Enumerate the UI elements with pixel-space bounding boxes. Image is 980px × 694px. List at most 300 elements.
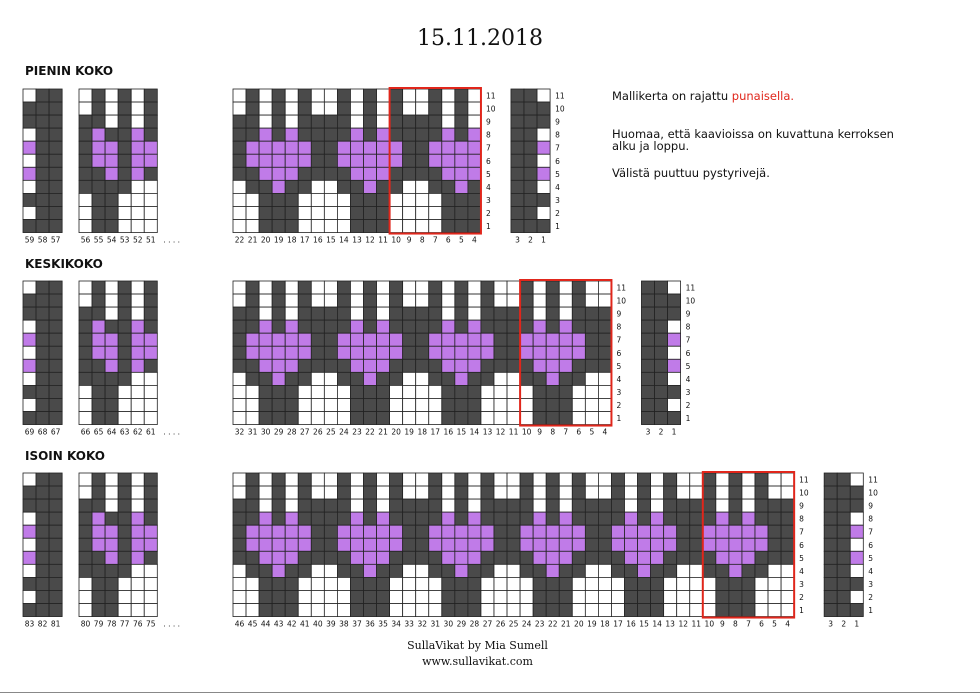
chart-cell — [494, 590, 507, 603]
chart-cell — [611, 473, 624, 486]
row-number-3: 3 — [685, 387, 691, 397]
chart-cell — [690, 551, 703, 564]
chart-cell — [259, 525, 272, 538]
chart-cell — [585, 333, 598, 346]
chart-cell — [23, 486, 36, 499]
chart-cell — [824, 564, 837, 577]
chart-cell — [246, 538, 259, 551]
chart-cell — [350, 115, 363, 128]
chart-cell — [144, 102, 157, 115]
chart-cell — [285, 294, 298, 307]
chart-cell — [337, 115, 350, 128]
column-number-33: 33 — [404, 619, 414, 629]
chart-cell — [49, 154, 62, 167]
chart-cell — [23, 206, 36, 219]
chart-cell — [259, 551, 272, 564]
chart-cell — [377, 604, 390, 617]
chart-cell — [677, 538, 690, 551]
chart-cell — [468, 412, 481, 425]
chart-cell — [144, 281, 157, 294]
chart-cell — [105, 499, 118, 512]
chart-cell — [533, 499, 546, 512]
chart-cell — [537, 167, 550, 180]
chart-cell — [442, 294, 455, 307]
chart-cell — [442, 115, 455, 128]
chart-cell — [520, 551, 533, 564]
chart-cell — [429, 333, 442, 346]
chart-cell — [36, 385, 49, 398]
chart-cell — [377, 102, 390, 115]
chart-cell — [638, 604, 651, 617]
chart-cell — [655, 359, 668, 372]
chart-cell — [364, 281, 377, 294]
chart-cell — [337, 346, 350, 359]
chart-cell — [625, 551, 638, 564]
chart-cell — [324, 193, 337, 206]
column-number-52: 52 — [132, 235, 143, 245]
chart-cell — [611, 499, 624, 512]
chart-cell — [79, 372, 92, 385]
chart-cell — [92, 206, 105, 219]
column-number-30: 30 — [260, 427, 271, 437]
chart-cell — [350, 512, 363, 525]
chart-cell — [546, 281, 559, 294]
chart-cell — [537, 115, 550, 128]
chart-cell — [546, 333, 559, 346]
chart-cell — [350, 564, 363, 577]
chart-cell — [524, 154, 537, 167]
chart-cell — [23, 193, 36, 206]
chart-cell — [598, 359, 611, 372]
chart-cell — [92, 281, 105, 294]
row-number-8: 8 — [868, 514, 874, 524]
chart-cell — [337, 307, 350, 320]
chart-cell — [429, 180, 442, 193]
chart-cell — [92, 220, 105, 233]
chart-cell — [625, 564, 638, 577]
chart-cell — [364, 512, 377, 525]
chart-cell — [403, 281, 416, 294]
chart-cell — [442, 220, 455, 233]
chart-cell — [259, 385, 272, 398]
column-number-66: 66 — [80, 427, 91, 437]
chart-cell — [559, 359, 572, 372]
chart-cell — [324, 115, 337, 128]
chart-cell — [311, 141, 324, 154]
chart-cell — [703, 551, 716, 564]
row-number-10: 10 — [685, 296, 696, 306]
chart-cell — [36, 193, 49, 206]
chart-cell — [350, 525, 363, 538]
column-number-17: 17 — [300, 235, 310, 245]
chart-cell — [494, 372, 507, 385]
chart-cell — [455, 154, 468, 167]
chart-cell — [533, 551, 546, 564]
column-ellipsis: . . . . — [163, 619, 181, 629]
chart-cell — [468, 220, 481, 233]
chart-cell — [655, 294, 668, 307]
chart-cell — [585, 499, 598, 512]
chart-cell — [131, 512, 144, 525]
chart-cell — [311, 551, 324, 564]
chart-cell — [611, 564, 624, 577]
chart-cell — [416, 141, 429, 154]
chart-cell — [105, 372, 118, 385]
chart-cell — [105, 320, 118, 333]
chart-cell — [537, 180, 550, 193]
chart-cell — [298, 320, 311, 333]
chart-cell — [729, 525, 742, 538]
chart-cell — [285, 372, 298, 385]
chart-cell — [49, 359, 62, 372]
chart-cell — [703, 486, 716, 499]
chart-cell — [403, 102, 416, 115]
chart-cell — [324, 180, 337, 193]
footer-url[interactable]: www.sullavikat.com — [422, 655, 533, 668]
chart-cell — [377, 577, 390, 590]
chart-cell — [144, 154, 157, 167]
chart-cell — [507, 604, 520, 617]
chart-cell — [824, 486, 837, 499]
chart-cell — [481, 333, 494, 346]
chart-cell — [559, 538, 572, 551]
chart-cell — [92, 538, 105, 551]
chart-cell — [768, 525, 781, 538]
chart-cell — [520, 512, 533, 525]
column-number-10: 10 — [521, 427, 532, 437]
chart-cell — [677, 473, 690, 486]
chart-cell — [298, 512, 311, 525]
chart-cell — [455, 281, 468, 294]
row-number-11: 11 — [485, 91, 496, 101]
chart-cell — [537, 128, 550, 141]
chart-cell — [377, 359, 390, 372]
chart-cell — [429, 604, 442, 617]
chart-cell — [79, 512, 92, 525]
chart-cell — [79, 346, 92, 359]
chart-cell — [233, 307, 246, 320]
chart-cell — [442, 180, 455, 193]
chart-cell — [655, 372, 668, 385]
chart-cell — [824, 538, 837, 551]
chart-cell — [285, 577, 298, 590]
chart-cell — [598, 294, 611, 307]
chart-cell — [511, 193, 524, 206]
chart-cell — [729, 551, 742, 564]
chart-cell — [377, 128, 390, 141]
chart-cell — [442, 128, 455, 141]
column-number-45: 45 — [247, 619, 258, 629]
column-number-29: 29 — [273, 427, 284, 437]
chart-cell — [390, 577, 403, 590]
column-number-41: 41 — [300, 619, 310, 629]
chart-cell — [533, 486, 546, 499]
chart-cell — [638, 486, 651, 499]
row-number-8: 8 — [799, 514, 804, 524]
chart-cell — [298, 538, 311, 551]
chart-cell — [337, 320, 350, 333]
chart-cell — [768, 551, 781, 564]
chart-cell — [324, 551, 337, 564]
chart-cell — [668, 412, 681, 425]
chart-cell — [468, 281, 481, 294]
chart-cell — [559, 525, 572, 538]
row-number-5: 5 — [555, 169, 560, 179]
chart-cell — [259, 220, 272, 233]
chart-cell — [533, 333, 546, 346]
chart-cell — [585, 359, 598, 372]
chart-cell — [572, 294, 585, 307]
chart-cell — [546, 385, 559, 398]
chart-cell — [49, 538, 62, 551]
chart-cell — [144, 564, 157, 577]
chart-cell — [546, 525, 559, 538]
chart-cell — [638, 551, 651, 564]
chart-cell — [403, 604, 416, 617]
chart-cell — [781, 551, 794, 564]
chart-cell — [559, 320, 572, 333]
column-number-18: 18 — [417, 427, 427, 437]
chart-cell — [468, 577, 481, 590]
chart-cell — [144, 320, 157, 333]
chart-cell — [311, 167, 324, 180]
chart-cell — [311, 102, 324, 115]
chart-cell — [768, 473, 781, 486]
chart-cell — [311, 486, 324, 499]
chart-cell — [118, 167, 131, 180]
chart-cell — [403, 346, 416, 359]
column-number-11: 11 — [378, 235, 388, 245]
chart-cell — [272, 193, 285, 206]
column-number-34: 34 — [391, 619, 401, 629]
chart-cell — [259, 359, 272, 372]
chart-cell — [546, 499, 559, 512]
row-number-3: 3 — [485, 195, 491, 205]
chart-cell — [598, 525, 611, 538]
chart-cell — [572, 564, 585, 577]
chart-cell — [429, 281, 442, 294]
chart-cell — [638, 473, 651, 486]
chart-cell — [468, 346, 481, 359]
chart-cell — [494, 281, 507, 294]
chart-cell — [350, 590, 363, 603]
chart-cell — [118, 281, 131, 294]
chart-cell — [285, 307, 298, 320]
chart-cell — [611, 538, 624, 551]
chart-cell — [572, 333, 585, 346]
chart-cell — [364, 206, 377, 219]
chart-cell — [364, 604, 377, 617]
chart-cell — [246, 346, 259, 359]
chart-cell — [455, 294, 468, 307]
row-number-9: 9 — [685, 309, 691, 319]
chart-cell — [625, 577, 638, 590]
chart-cell — [285, 102, 298, 115]
chart-cell — [298, 141, 311, 154]
column-number-10: 10 — [391, 235, 401, 245]
column-number-5: 5 — [772, 619, 777, 629]
column-number-44: 44 — [260, 619, 271, 629]
chart-cell — [377, 486, 390, 499]
chart-cell — [350, 551, 363, 564]
chart-cell — [337, 551, 350, 564]
chart-cell — [36, 577, 49, 590]
chart-cell — [481, 398, 494, 411]
chart-cell — [105, 128, 118, 141]
chart-cell — [118, 590, 131, 603]
chart-cell — [651, 512, 664, 525]
chart-cell — [144, 193, 157, 206]
chart-cell — [442, 604, 455, 617]
chart-cell — [144, 89, 157, 102]
chart-cell — [36, 512, 49, 525]
note-missing-columns: Välistä puuttuu pystyrivejä. — [612, 166, 770, 180]
chart-cell — [511, 128, 524, 141]
chart-cell — [390, 359, 403, 372]
column-number-3: 3 — [645, 427, 651, 437]
chart-cell — [690, 604, 703, 617]
chart-cell — [781, 538, 794, 551]
chart-cell — [455, 412, 468, 425]
column-number-62: 62 — [132, 427, 143, 437]
chart-cell — [546, 320, 559, 333]
column-number-19: 19 — [404, 427, 414, 437]
chart-cell — [668, 346, 681, 359]
chart-cell — [546, 473, 559, 486]
chart-cell — [850, 604, 863, 617]
chart-cell — [598, 412, 611, 425]
chart-cell — [105, 512, 118, 525]
chart-cell — [716, 577, 729, 590]
chart-cell — [324, 206, 337, 219]
chart-cell — [49, 206, 62, 219]
chart-cell — [324, 372, 337, 385]
chart-cell — [246, 398, 259, 411]
chart-cell — [144, 499, 157, 512]
chart-cell — [350, 372, 363, 385]
chart-cell — [729, 512, 742, 525]
row-number-7: 7 — [685, 335, 691, 345]
chart-cell — [559, 385, 572, 398]
chart-cell — [105, 346, 118, 359]
chart-cell — [416, 102, 429, 115]
chart-cell — [79, 154, 92, 167]
chart-cell — [611, 577, 624, 590]
chart-cell — [468, 320, 481, 333]
chart-cell — [668, 385, 681, 398]
chart-cell — [364, 577, 377, 590]
chart-cell — [131, 499, 144, 512]
chart-cell — [105, 333, 118, 346]
chart-cell — [49, 128, 62, 141]
chart-cell — [337, 499, 350, 512]
chart-cell — [49, 307, 62, 320]
chart-cell — [429, 320, 442, 333]
note-start-end: Huomaa, että kaavioissa on kuvattuna kerroksen alku ja loppu. — [612, 127, 894, 153]
column-number-67: 67 — [50, 427, 61, 437]
chart-cell — [105, 525, 118, 538]
chart-cell — [416, 551, 429, 564]
chart-cell — [272, 551, 285, 564]
chart-cell — [36, 473, 49, 486]
chart-cell — [36, 398, 49, 411]
chart-cell — [337, 89, 350, 102]
chart-cell — [507, 281, 520, 294]
chart-cell — [259, 102, 272, 115]
chart-cell — [79, 473, 92, 486]
chart-cell — [285, 154, 298, 167]
chart-cell — [537, 220, 550, 233]
chart-cell — [559, 590, 572, 603]
column-number-14: 14 — [339, 235, 349, 245]
chart-cell — [429, 473, 442, 486]
chart-cell — [92, 115, 105, 128]
chart-cell — [79, 294, 92, 307]
chart-cell — [598, 499, 611, 512]
chart-cell — [494, 294, 507, 307]
chart-cell — [337, 359, 350, 372]
chart-cell — [298, 359, 311, 372]
chart-cell — [572, 412, 585, 425]
chart-cell — [49, 385, 62, 398]
column-number-38: 38 — [339, 619, 349, 629]
chart-cell — [364, 193, 377, 206]
column-number-23: 23 — [534, 619, 545, 629]
chart-cell — [364, 538, 377, 551]
chart-cell — [390, 281, 403, 294]
chart-cell — [416, 115, 429, 128]
chart-cell — [337, 473, 350, 486]
row-number-7: 7 — [868, 527, 874, 537]
column-number-7: 7 — [432, 235, 438, 245]
chart-cell — [533, 473, 546, 486]
chart-cell — [442, 473, 455, 486]
chart-cell — [350, 359, 363, 372]
chart-cell — [233, 359, 246, 372]
chart-cell — [468, 128, 481, 141]
chart-cell — [79, 604, 92, 617]
chart-cell — [36, 102, 49, 115]
column-number-36: 36 — [365, 619, 375, 629]
chart-cell — [233, 590, 246, 603]
chart-cell — [468, 538, 481, 551]
chart-cell — [144, 486, 157, 499]
chart-cell — [768, 486, 781, 499]
chart-cell — [742, 564, 755, 577]
chart-cell — [651, 551, 664, 564]
chart-cell — [403, 499, 416, 512]
chart-cell — [481, 307, 494, 320]
chart-cell — [285, 604, 298, 617]
chart-cell — [442, 564, 455, 577]
chart-cell — [272, 294, 285, 307]
chart-cell — [520, 307, 533, 320]
chart-cell — [259, 346, 272, 359]
chart-cell — [494, 320, 507, 333]
chart-cell — [272, 385, 285, 398]
chart-cell — [118, 102, 131, 115]
column-number-37: 37 — [352, 619, 362, 629]
chart-cell — [377, 89, 390, 102]
chart-cell — [246, 102, 259, 115]
row-number-10: 10 — [555, 104, 565, 114]
chart-cell — [507, 564, 520, 577]
chart-cell — [118, 359, 131, 372]
chart-cell — [144, 180, 157, 193]
chart-cell — [651, 499, 664, 512]
chart-cell — [131, 346, 144, 359]
chart-cell — [298, 102, 311, 115]
